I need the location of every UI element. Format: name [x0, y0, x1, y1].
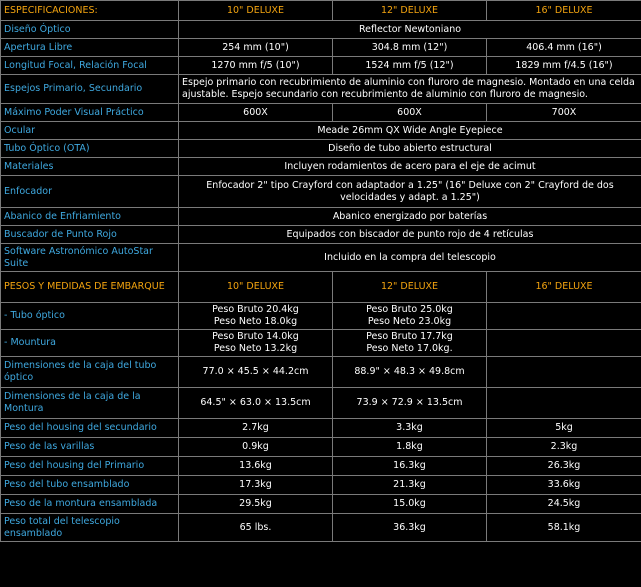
- weight-row: [1, 476, 641, 495]
- weight-value: 77.0 × 45.5 × 44.2cm: [179, 357, 333, 388]
- weight-label: - Mountura: [1, 330, 179, 357]
- weight-value: 36.3kg: [333, 514, 487, 542]
- spec-row: [1, 21, 641, 39]
- spec-value: Enfocador 2" tipo Crayford con adaptador a 1.25" (16" Deluxe con 2" Crayford de dos velocidades y adapt. a 1.25"): [179, 176, 641, 208]
- header-col-12: 12" DELUXE: [333, 272, 487, 303]
- weight-value: [487, 303, 641, 330]
- spec-label: Abanico de Enfriamiento: [1, 208, 179, 226]
- header-row: [1, 272, 641, 303]
- header-label: PESOS Y MEDIDAS DE EMBARQUE: [1, 272, 179, 303]
- weight-value: 58.1kg: [487, 514, 641, 542]
- spec-row: [1, 176, 641, 208]
- spec-row: [1, 57, 641, 75]
- spec-value: 700X: [487, 104, 641, 122]
- spec-row: [1, 140, 641, 158]
- weight-value: 64.5" × 63.0 × 13.5cm: [179, 388, 333, 419]
- spec-value: Diseño de tubo abierto estructural: [179, 140, 641, 158]
- spec-value: 1829 mm f/4.5 (16"): [487, 57, 641, 75]
- spec-value: 1270 mm f/5 (10"): [179, 57, 333, 75]
- spec-label: Apertura Libre: [1, 39, 179, 57]
- spec-row: [1, 208, 641, 226]
- weight-value: 1.8kg: [333, 438, 487, 457]
- weight-value: 24.5kg: [487, 495, 641, 514]
- weight-value: 13.6kg: [179, 457, 333, 476]
- spec-value: 304.8 mm (12"): [333, 39, 487, 57]
- spec-value: Incluido en la compra del telescopio: [179, 244, 641, 272]
- weight-row: [1, 357, 641, 388]
- weight-row: [1, 419, 641, 438]
- spec-value: Reflector Newtoniano: [179, 21, 641, 39]
- spec-value: Meade 26mm QX Wide Angle Eyepiece: [179, 122, 641, 140]
- weight-value: 16.3kg: [333, 457, 487, 476]
- weight-value: [487, 388, 641, 419]
- spec-label: Máximo Poder Visual Práctico: [1, 104, 179, 122]
- header-col-12: 12" DELUXE: [333, 1, 487, 21]
- weight-row: [1, 388, 641, 419]
- weight-label: Dimensiones de la caja de la Montura: [1, 388, 179, 419]
- weight-value: 2.3kg: [487, 438, 641, 457]
- spec-value: Equipados con biscador de punto rojo de 4 retículas: [179, 226, 641, 244]
- weight-label: - Tubo óptico: [1, 303, 179, 330]
- spec-row: [1, 226, 641, 244]
- spec-value: Abanico energizado por baterías: [179, 208, 641, 226]
- weight-value: Peso Bruto 17.7kg Peso Neto 17.0kg.: [333, 330, 487, 357]
- weight-row: [1, 495, 641, 514]
- weight-row: [1, 438, 641, 457]
- weight-value: Peso Bruto 20.4kg Peso Neto 18.0kg: [179, 303, 333, 330]
- spec-value: 600X: [333, 104, 487, 122]
- weight-row: [1, 330, 641, 357]
- header-label: ESPECIFICACIONES:: [1, 1, 179, 21]
- weight-value: Peso Bruto 14.0kg Peso Neto 13.2kg: [179, 330, 333, 357]
- spec-label: Materiales: [1, 158, 179, 176]
- spec-label: Buscador de Punto Rojo: [1, 226, 179, 244]
- spec-label: Longitud Focal, Relación Focal: [1, 57, 179, 75]
- spec-value: 600X: [179, 104, 333, 122]
- spec-value: 1524 mm f/5 (12"): [333, 57, 487, 75]
- spec-label: Software Astronómico AutoStar Suite: [1, 244, 179, 272]
- weight-value: 0.9kg: [179, 438, 333, 457]
- weight-value: 17.3kg: [179, 476, 333, 495]
- weight-label: Peso del housing del Primario: [1, 457, 179, 476]
- weight-label: Dimensiones de la caja del tubo óptico: [1, 357, 179, 388]
- weight-value: 15.0kg: [333, 495, 487, 514]
- header-col-10: 10" DELUXE: [179, 272, 333, 303]
- weight-label: Peso del housing del secundario: [1, 419, 179, 438]
- weight-row: [1, 303, 641, 330]
- weight-label: Peso del tubo ensamblado: [1, 476, 179, 495]
- weight-value: 73.9 × 72.9 × 13.5cm: [333, 388, 487, 419]
- weight-value: 29.5kg: [179, 495, 333, 514]
- spec-row: [1, 39, 641, 57]
- weight-value: 21.3kg: [333, 476, 487, 495]
- weight-value: 5kg: [487, 419, 641, 438]
- weight-value: Peso Bruto 25.0kg Peso Neto 23.0kg: [333, 303, 487, 330]
- weight-value: 65 lbs.: [179, 514, 333, 542]
- spec-label: Ocular: [1, 122, 179, 140]
- weight-label: Peso de la montura ensamblada: [1, 495, 179, 514]
- weight-value: 33.6kg: [487, 476, 641, 495]
- spec-label: Espejos Primario, Secundario: [1, 75, 179, 104]
- header-col-16: 16" DELUXE: [487, 1, 641, 21]
- weight-value: [487, 330, 641, 357]
- spec-value: Espejo primario con recubrimiento de aluminio con fluroro de magnesio. Montado en una celda ajustable. Espejo secundario con recubrimiento de aluminio con fluroro de magnesio.: [179, 75, 641, 104]
- spec-row: [1, 158, 641, 176]
- spec-label: Diseño Óptico: [1, 21, 179, 39]
- weight-value: [487, 357, 641, 388]
- header-col-16: 16" DELUXE: [487, 272, 641, 303]
- weight-value: 88.9" × 48.3 × 49.8cm: [333, 357, 487, 388]
- spec-value: 254 mm (10"): [179, 39, 333, 57]
- weight-value: 3.3kg: [333, 419, 487, 438]
- weight-value: 26.3kg: [487, 457, 641, 476]
- weight-row: [1, 457, 641, 476]
- spec-row: [1, 244, 641, 272]
- weight-label: Peso de las varillas: [1, 438, 179, 457]
- spec-label: Tubo Óptico (OTA): [1, 140, 179, 158]
- spec-value: 406.4 mm (16"): [487, 39, 641, 57]
- weight-value: 2.7kg: [179, 419, 333, 438]
- spec-row: [1, 75, 641, 104]
- weight-label: Peso total del telescopio ensamblado: [1, 514, 179, 542]
- spec-label: Enfocador: [1, 176, 179, 208]
- weight-row: [1, 514, 641, 542]
- spec-value: Incluyen rodamientos de acero para el eje de acimut: [179, 158, 641, 176]
- header-col-10: 10" DELUXE: [179, 1, 333, 21]
- header-row: [1, 1, 641, 21]
- spec-row: [1, 122, 641, 140]
- spec-row: [1, 104, 641, 122]
